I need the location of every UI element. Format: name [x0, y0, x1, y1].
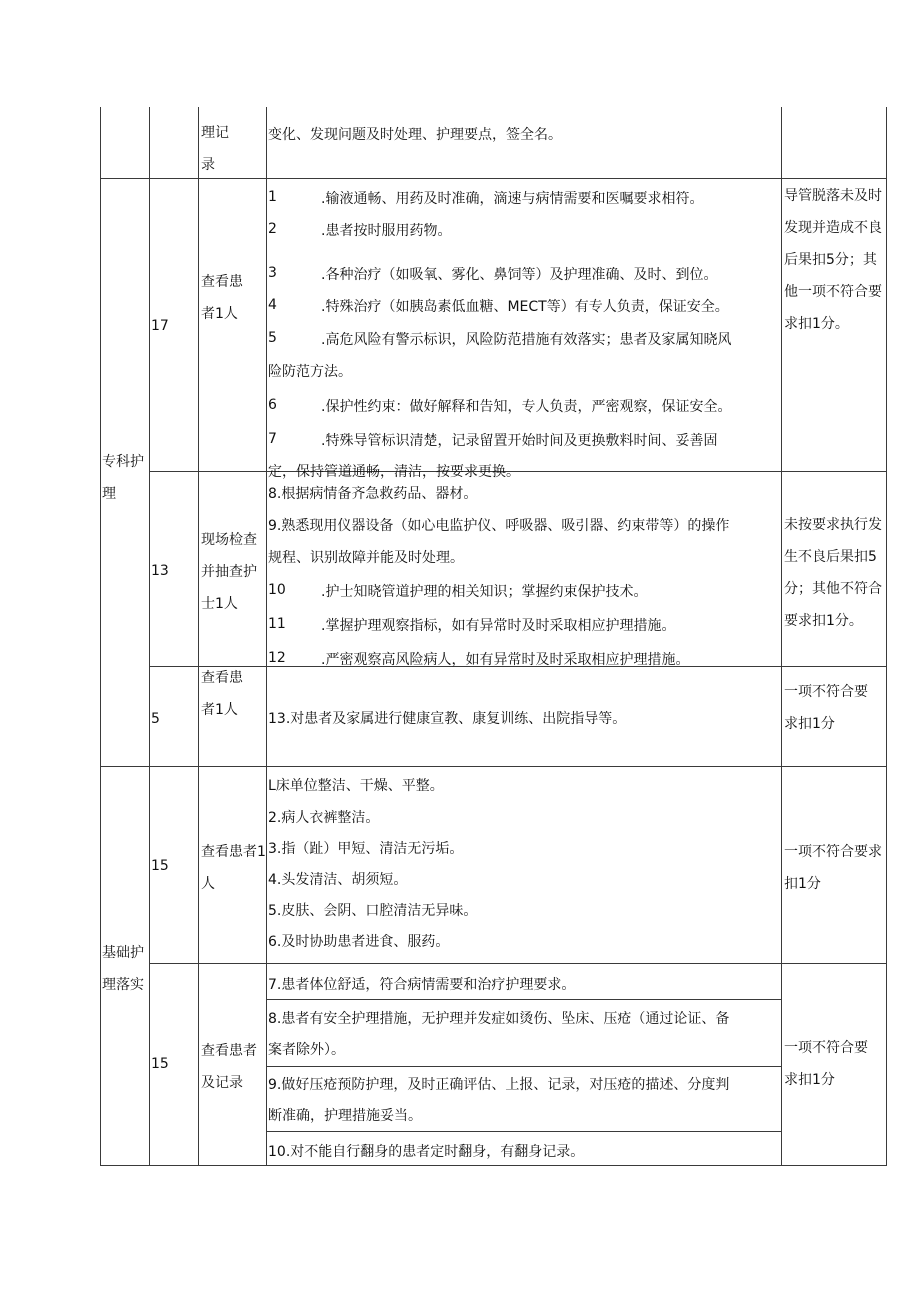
score-value: 5 — [151, 711, 160, 727]
requirement-text: 8.患者有安全护理措施，无护理并发症如烫伤、坠床、压疮（通过论证、备 — [268, 1011, 730, 1027]
deduction-rule: 未按要求执行发生不良后果扣5分；其他不符合要求扣1分。 — [784, 517, 882, 629]
requirement-text: 2.病人衣裤整洁。 — [268, 810, 380, 826]
requirement-text: .掌握护理观察指标，如有异常时及时采取相应护理措施。 — [321, 618, 676, 634]
requirements-list — [266, 179, 781, 480]
requirement-text: 变化、发现问题及时处理、护理要点，签全名。 — [268, 127, 562, 143]
requirement-text: 10.对不能自行翻身的患者定时翻身，有翻身记录。 — [268, 1144, 585, 1160]
grid-line — [886, 107, 887, 1166]
grid-line — [149, 107, 150, 1166]
requirement-text: .输液通畅、用药及时准确，滴速与病情需要和医嘱要求相符。 — [321, 191, 704, 207]
requirement-text: 案者除外）。 — [268, 1042, 345, 1058]
requirement-text: 断准确，护理措施妥当。 — [268, 1108, 422, 1124]
category-label: 基础护理落实 — [102, 945, 144, 993]
requirement-text: 6.及时协助患者进食、服药。 — [268, 934, 450, 950]
deduction-rule: 一项不符合要求扣1分 — [784, 844, 882, 892]
requirement-text: 8.根据病情备齐急救药品、器材。 — [268, 486, 478, 502]
grid-line — [266, 999, 781, 1000]
item-number: 1 — [268, 189, 277, 205]
check-method: 查看患者1人 — [201, 670, 243, 718]
requirement-text: 7.患者体位舒适，符合病情需要和治疗护理要求。 — [268, 977, 576, 993]
deduction-rule: 一项不符合要求扣1分 — [784, 1040, 868, 1088]
score-value: 15 — [151, 1056, 169, 1072]
item-number: 11 — [268, 616, 286, 632]
requirement-text: 9.做好压疮预防护理，及时正确评估、上报、记录，对压疮的描述、分度判 — [268, 1077, 730, 1093]
requirement-text: 规程、识别故障并能及时处理。 — [268, 550, 464, 566]
item-number: 7 — [268, 431, 277, 447]
requirement-text: 3.指（趾）甲短、清洁无污垢。 — [268, 841, 464, 857]
item-name-cell: 理记录 — [201, 125, 229, 173]
requirements-list — [266, 472, 781, 666]
requirement-text: 定，保持管道通畅，清洁，按要求更换。 — [268, 464, 520, 480]
check-method: 查看患者1人 — [201, 844, 266, 892]
requirement-text: 13.对患者及家属进行健康宣教、康复训练、出院指导等。 — [268, 711, 627, 727]
check-method: 查看患者1人 — [201, 274, 243, 322]
requirement-text: .各种治疗（如吸氧、雾化、鼻饲等）及护理准确、及时、到位。 — [321, 267, 718, 283]
item-number: 4 — [268, 297, 277, 313]
item-number: 5 — [268, 330, 277, 346]
requirement-text: 5.皮肤、会阴、口腔清洁无异味。 — [268, 903, 478, 919]
requirement-text: .特殊导管标识清楚，记录留置开始时间及更换敷料时间、妥善固 — [321, 433, 718, 449]
check-method: 查看患者及记录 — [201, 1043, 257, 1091]
requirement-text: 4.头发清洁、胡须短。 — [268, 872, 408, 888]
item-number: 2 — [268, 221, 277, 237]
grid-line — [100, 766, 887, 767]
item-number: 6 — [268, 397, 277, 413]
item-number: 12 — [268, 650, 286, 666]
grid-line — [266, 1131, 781, 1132]
grid-line — [266, 1066, 781, 1067]
requirement-text: .严密观察高风险病人，如有异常时及时采取相应护理措施。 — [321, 652, 690, 668]
item-number: 10 — [268, 582, 286, 598]
score-value: 15 — [151, 858, 169, 874]
score-value: 17 — [151, 318, 169, 334]
requirement-text: .特殊治疗（如胰岛素低血糖、MECT等）有专人负责，保证安全。 — [321, 299, 729, 315]
grid-line — [781, 107, 782, 1166]
grid-line — [149, 963, 887, 964]
requirement-text: L床单位整洁、干燥、平整。 — [268, 778, 444, 794]
item-number: 3 — [268, 265, 277, 281]
deduction-rule: 一项不符合要求扣1分 — [784, 684, 868, 732]
requirement-text: .保护性约束：做好解释和告知，专人负责，严密观察，保证安全。 — [321, 399, 732, 415]
grid-line — [100, 1165, 887, 1166]
requirement-text: .护士知晓管道护理的相关知识；掌握约束保护技术。 — [321, 584, 648, 600]
requirement-text: 险防范方法。 — [268, 364, 352, 380]
deduction-rule: 导管脱落未及时发现并造成不良后果扣5分；其他一项不符合要求扣1分。 — [784, 188, 882, 332]
grid-line — [198, 107, 199, 1166]
requirement-text: .高危风险有警示标识，风险防范措施有效落实；患者及家属知晓风 — [321, 332, 732, 348]
score-value: 13 — [151, 563, 169, 579]
check-method: 现场检查并抽查护士1人 — [201, 532, 257, 612]
grid-line — [100, 107, 101, 1166]
requirement-text: .患者按时服用药物。 — [321, 223, 452, 239]
requirement-text: 9.熟悉现用仪器设备（如心电监护仪、呼吸器、吸引器、约束带等）的操作 — [268, 518, 730, 534]
category-label: 专科护理 — [102, 454, 144, 502]
